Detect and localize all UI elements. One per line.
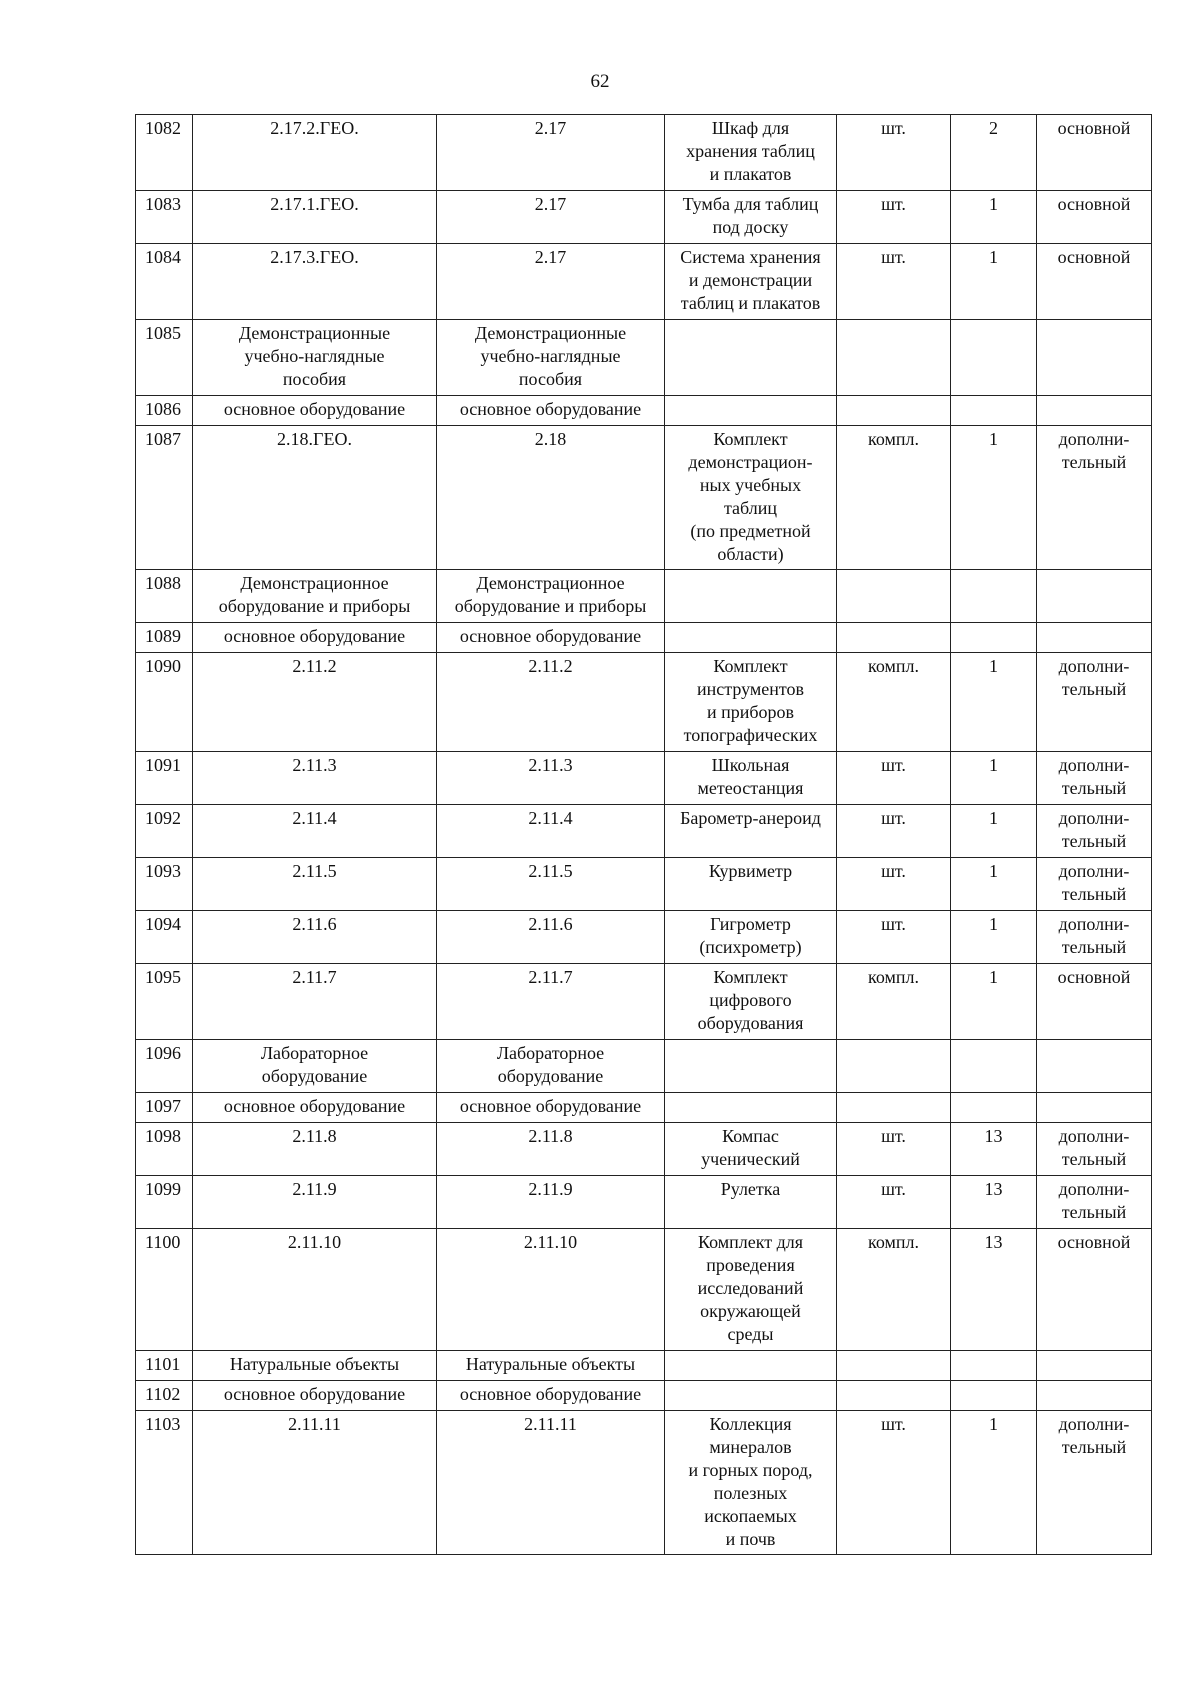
cell-equipment-type: дополни- тельный <box>1037 752 1152 805</box>
cell-item-name: Комплект инструментов и приборов топографических <box>665 653 837 752</box>
cell-item-name: Курвиметр <box>665 858 837 911</box>
table-row <box>136 964 1152 1040</box>
cell-item-name: Тумба для таблиц под доску <box>665 191 837 244</box>
cell-unit <box>837 1381 951 1411</box>
table-row <box>136 1040 1152 1093</box>
cell-item-name: Система хранения и демонстрации таблиц и плакатов <box>665 244 837 320</box>
cell-quantity: 2 <box>951 115 1037 191</box>
cell-unit: шт. <box>837 1411 951 1555</box>
cell-row-number: 1086 <box>136 396 193 426</box>
cell-section: основное оборудование <box>437 1381 665 1411</box>
cell-equipment-type <box>1037 1093 1152 1123</box>
table-row <box>136 911 1152 964</box>
cell-item-name <box>665 570 837 623</box>
cell-unit: шт. <box>837 858 951 911</box>
table-row <box>136 1176 1152 1229</box>
table-row <box>136 570 1152 623</box>
cell-row-number: 1094 <box>136 911 193 964</box>
cell-equipment-type <box>1037 570 1152 623</box>
cell-equipment-type <box>1037 1351 1152 1381</box>
table-row <box>136 191 1152 244</box>
cell-section: основное оборудование <box>437 1093 665 1123</box>
table-row <box>136 1093 1152 1123</box>
cell-item-name: Гигрометр (психрометр) <box>665 911 837 964</box>
table-row <box>136 653 1152 752</box>
cell-item-name: Школьная метеостанция <box>665 752 837 805</box>
cell-quantity <box>951 1040 1037 1093</box>
cell-code: 2.11.8 <box>193 1123 437 1176</box>
cell-unit: шт. <box>837 911 951 964</box>
cell-unit: шт. <box>837 115 951 191</box>
cell-quantity <box>951 570 1037 623</box>
cell-section: Демонстрационные учебно-наглядные пособия <box>437 320 665 396</box>
cell-unit: компл. <box>837 426 951 570</box>
cell-equipment-type <box>1037 1040 1152 1093</box>
cell-code: основное оборудование <box>193 1381 437 1411</box>
cell-quantity <box>951 1351 1037 1381</box>
cell-section: Натуральные объекты <box>437 1351 665 1381</box>
cell-section: Демонстрационное оборудование и приборы <box>437 570 665 623</box>
cell-row-number: 1101 <box>136 1351 193 1381</box>
cell-section: 2.11.2 <box>437 653 665 752</box>
cell-code: 2.11.11 <box>193 1411 437 1555</box>
cell-unit <box>837 623 951 653</box>
cell-row-number: 1097 <box>136 1093 193 1123</box>
cell-quantity: 1 <box>951 1411 1037 1555</box>
cell-item-name <box>665 1351 837 1381</box>
cell-equipment-type: дополни- тельный <box>1037 1123 1152 1176</box>
cell-code: 2.11.9 <box>193 1176 437 1229</box>
cell-unit <box>837 1040 951 1093</box>
cell-quantity <box>951 320 1037 396</box>
cell-quantity: 1 <box>951 244 1037 320</box>
table-row <box>136 623 1152 653</box>
cell-equipment-type: дополни- тельный <box>1037 911 1152 964</box>
table-row <box>136 1411 1152 1555</box>
cell-equipment-type: дополни- тельный <box>1037 426 1152 570</box>
table-row <box>136 244 1152 320</box>
cell-code: 2.11.6 <box>193 911 437 964</box>
cell-row-number: 1088 <box>136 570 193 623</box>
cell-unit: компл. <box>837 964 951 1040</box>
cell-code: Натуральные объекты <box>193 1351 437 1381</box>
table-row <box>136 1229 1152 1351</box>
table-row <box>136 1123 1152 1176</box>
cell-unit <box>837 396 951 426</box>
cell-quantity <box>951 623 1037 653</box>
cell-code: 2.11.2 <box>193 653 437 752</box>
cell-quantity: 1 <box>951 426 1037 570</box>
cell-item-name <box>665 623 837 653</box>
cell-unit: шт. <box>837 752 951 805</box>
cell-equipment-type <box>1037 1381 1152 1411</box>
cell-quantity <box>951 396 1037 426</box>
cell-code: Демонстрационные учебно-наглядные пособия <box>193 320 437 396</box>
cell-section: 2.11.6 <box>437 911 665 964</box>
table-row <box>136 115 1152 191</box>
cell-section: 2.17 <box>437 191 665 244</box>
cell-equipment-type: дополни- тельный <box>1037 1176 1152 1229</box>
cell-unit <box>837 320 951 396</box>
cell-section: 2.11.4 <box>437 805 665 858</box>
cell-row-number: 1089 <box>136 623 193 653</box>
cell-equipment-type: дополни- тельный <box>1037 1411 1152 1555</box>
cell-unit: шт. <box>837 805 951 858</box>
table-row <box>136 396 1152 426</box>
cell-row-number: 1087 <box>136 426 193 570</box>
cell-row-number: 1099 <box>136 1176 193 1229</box>
cell-section: 2.17 <box>437 115 665 191</box>
cell-quantity: 1 <box>951 858 1037 911</box>
cell-code: 2.11.7 <box>193 964 437 1040</box>
table-row <box>136 858 1152 911</box>
cell-quantity: 13 <box>951 1176 1037 1229</box>
cell-row-number: 1103 <box>136 1411 193 1555</box>
cell-code: 2.17.2.ГЕО. <box>193 115 437 191</box>
cell-quantity: 1 <box>951 805 1037 858</box>
cell-section: 2.18 <box>437 426 665 570</box>
cell-quantity <box>951 1381 1037 1411</box>
cell-quantity: 13 <box>951 1123 1037 1176</box>
cell-equipment-type: дополни- тельный <box>1037 805 1152 858</box>
table-row <box>136 320 1152 396</box>
cell-quantity: 1 <box>951 752 1037 805</box>
cell-row-number: 1084 <box>136 244 193 320</box>
cell-row-number: 1085 <box>136 320 193 396</box>
cell-item-name <box>665 396 837 426</box>
cell-row-number: 1092 <box>136 805 193 858</box>
cell-item-name: Рулетка <box>665 1176 837 1229</box>
cell-item-name: Комплект демонстрацион- ных учебных таблиц (по предметной области) <box>665 426 837 570</box>
cell-equipment-type <box>1037 320 1152 396</box>
cell-quantity <box>951 1093 1037 1123</box>
cell-equipment-type: основной <box>1037 115 1152 191</box>
cell-section: 2.11.10 <box>437 1229 665 1351</box>
cell-unit: шт. <box>837 1123 951 1176</box>
cell-equipment-type: дополни- тельный <box>1037 653 1152 752</box>
cell-row-number: 1093 <box>136 858 193 911</box>
equipment-table-body <box>136 115 1152 1555</box>
cell-equipment-type: основной <box>1037 191 1152 244</box>
cell-section: Лабораторное оборудование <box>437 1040 665 1093</box>
cell-item-name: Комплект для проведения исследований окружающей среды <box>665 1229 837 1351</box>
cell-quantity: 13 <box>951 1229 1037 1351</box>
table-row <box>136 805 1152 858</box>
cell-code: 2.17.1.ГЕО. <box>193 191 437 244</box>
cell-code: 2.11.3 <box>193 752 437 805</box>
equipment-table <box>135 114 1152 1555</box>
cell-row-number: 1098 <box>136 1123 193 1176</box>
cell-item-name: Комплект цифрового оборудования <box>665 964 837 1040</box>
cell-code: 2.11.5 <box>193 858 437 911</box>
cell-row-number: 1096 <box>136 1040 193 1093</box>
cell-unit <box>837 1093 951 1123</box>
cell-section: 2.11.9 <box>437 1176 665 1229</box>
cell-row-number: 1082 <box>136 115 193 191</box>
cell-item-name: Компас ученический <box>665 1123 837 1176</box>
cell-item-name: Барометр-анероид <box>665 805 837 858</box>
cell-quantity: 1 <box>951 964 1037 1040</box>
cell-code: 2.11.4 <box>193 805 437 858</box>
cell-section: 2.11.7 <box>437 964 665 1040</box>
cell-quantity: 1 <box>951 911 1037 964</box>
table-row <box>136 1381 1152 1411</box>
cell-section: основное оборудование <box>437 623 665 653</box>
cell-row-number: 1102 <box>136 1381 193 1411</box>
cell-code: Демонстрационное оборудование и приборы <box>193 570 437 623</box>
cell-item-name: Шкаф для хранения таблиц и плакатов <box>665 115 837 191</box>
cell-unit: компл. <box>837 1229 951 1351</box>
cell-equipment-type <box>1037 623 1152 653</box>
cell-unit: компл. <box>837 653 951 752</box>
cell-row-number: 1083 <box>136 191 193 244</box>
cell-quantity: 1 <box>951 191 1037 244</box>
table-row <box>136 752 1152 805</box>
cell-code: основное оборудование <box>193 1093 437 1123</box>
cell-item-name <box>665 1093 837 1123</box>
cell-equipment-type: дополни- тельный <box>1037 858 1152 911</box>
cell-item-name <box>665 1381 837 1411</box>
table-row <box>136 426 1152 570</box>
cell-equipment-type <box>1037 396 1152 426</box>
cell-section: 2.11.8 <box>437 1123 665 1176</box>
cell-item-name: Коллекция минералов и горных пород, полезных ископаемых и почв <box>665 1411 837 1555</box>
table-row <box>136 1351 1152 1381</box>
cell-row-number: 1090 <box>136 653 193 752</box>
cell-section: 2.17 <box>437 244 665 320</box>
cell-item-name <box>665 320 837 396</box>
cell-equipment-type: основной <box>1037 964 1152 1040</box>
cell-row-number: 1095 <box>136 964 193 1040</box>
cell-item-name <box>665 1040 837 1093</box>
cell-unit: шт. <box>837 1176 951 1229</box>
cell-code: основное оборудование <box>193 396 437 426</box>
cell-equipment-type: основной <box>1037 1229 1152 1351</box>
cell-code: 2.11.10 <box>193 1229 437 1351</box>
cell-section: 2.11.3 <box>437 752 665 805</box>
cell-section: 2.11.11 <box>437 1411 665 1555</box>
cell-equipment-type: основной <box>1037 244 1152 320</box>
cell-unit: шт. <box>837 244 951 320</box>
cell-code: 2.17.3.ГЕО. <box>193 244 437 320</box>
cell-code: Лабораторное оборудование <box>193 1040 437 1093</box>
page-number: 62 <box>590 71 610 92</box>
cell-section: основное оборудование <box>437 396 665 426</box>
cell-unit <box>837 1351 951 1381</box>
cell-unit <box>837 570 951 623</box>
cell-quantity: 1 <box>951 653 1037 752</box>
cell-code: 2.18.ГЕО. <box>193 426 437 570</box>
cell-code: основное оборудование <box>193 623 437 653</box>
cell-unit: шт. <box>837 191 951 244</box>
cell-row-number: 1100 <box>136 1229 193 1351</box>
cell-section: 2.11.5 <box>437 858 665 911</box>
cell-row-number: 1091 <box>136 752 193 805</box>
